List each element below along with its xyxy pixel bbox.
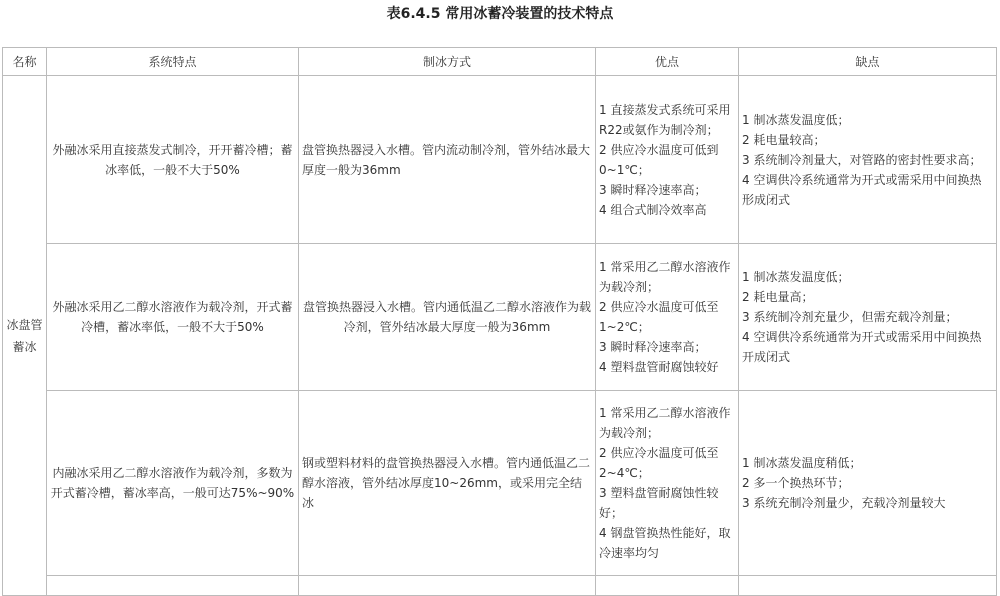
cons-cell	[739, 76, 997, 244]
cons-item: 1 制冰蒸发温度稍低；	[742, 456, 862, 470]
pros-item: 1 常采用乙二醇水溶液作为载冷剂；	[599, 406, 731, 440]
pros-item: 2 供应冷水温度可低至1~2℃；	[599, 300, 719, 334]
system-cell: 内融冰采用乙二醇水溶液作为载冷剂，多数为开式蓄冷槽，蓄冰率高，一般可达75%~90%	[47, 391, 299, 576]
pros-cell	[596, 391, 739, 576]
table-row	[3, 76, 997, 244]
cons-item: 3 系统充制冷剂量少，充载冷剂量较大	[742, 496, 946, 510]
table-row	[3, 244, 997, 391]
cons-item: 2 耗电量高；	[742, 290, 814, 304]
pros-item: 3 塑料盘管耐腐蚀性较好；	[599, 486, 719, 520]
header-pros: 优点	[596, 48, 739, 76]
system-cell: 外融冰采用乙二醇水溶液作为载冷剂，开式蓄冷槽，蓄冰率低，一般不大于50%	[47, 244, 299, 391]
pros-item: 2 供应冷水温度可低至2~4℃；	[599, 446, 719, 480]
cons-item: 3 系统制冷剂量大，对管路的密封性要求高；	[742, 152, 982, 167]
pros-item: 1 常采用乙二醇水溶液作为载冷剂；	[599, 260, 731, 294]
pros-cell	[596, 76, 739, 244]
method-cell: 盘管换热器浸入水槽。管内流动制冷剂，管外结冰最大厚度一般为36mm	[299, 76, 596, 244]
pros-item: 1 直接蒸发式系统可采用R22或氨作为制冷剂；	[599, 102, 731, 137]
cons-item: 4 空调供冷系统通常为开式或需采用中间换热开成闭式	[742, 330, 982, 364]
ice-storage-table	[2, 47, 997, 596]
header-cons: 缺点	[739, 48, 997, 76]
pros-cell	[596, 244, 739, 391]
cons-item: 1 制冰蒸发温度低；	[742, 270, 850, 284]
cons-cell	[739, 391, 997, 576]
table-row	[3, 391, 997, 576]
pros-item: 2 供应冷水温度可低到0~1℃；	[599, 142, 719, 177]
table-title: 表6.4.5 常用冰蓄冷装置的技术特点	[386, 6, 614, 22]
header-row	[3, 48, 997, 76]
header-system: 系统特点	[47, 48, 299, 76]
group-name-cell: 冰盘管蓄冰	[3, 76, 47, 596]
cons-item: 3 系统制冷剂充量少，但需充载冷剂量；	[742, 310, 958, 324]
system-cell: 外融冰采用直接蒸发式制冷，开开蓄冷槽；蓄冰率低，一般不大于50%	[47, 76, 299, 244]
pros-item: 4 组合式制冷效率高	[599, 202, 707, 217]
cons-item: 2 多一个换热环节；	[742, 476, 850, 490]
header-method: 制冰方式	[299, 48, 596, 76]
cons-item: 1 制冰蒸发温度低；	[742, 112, 850, 127]
method-cell: 盘管换热器浸入水槽。管内通低温乙二醇水溶液作为载冷剂，管外结冰最大厚度一般为36mm	[299, 244, 596, 391]
cons-item: 2 耗电量较高；	[742, 132, 826, 147]
pros-item: 3 瞬时释冷速率高；	[599, 182, 707, 197]
cons-cell	[739, 244, 997, 391]
method-cell: 钢或塑料材料的盘管换热器浸入水槽。管内通低温乙二醇水溶液，管外结冰厚度10~26mm，或采用完全结冰	[299, 391, 596, 576]
header-name: 名称	[3, 48, 47, 76]
pros-item: 3 瞬时释冷速率高；	[599, 340, 707, 354]
pros-item: 4 塑料盘管耐腐蚀较好	[599, 360, 719, 374]
pros-item: 4 钢盘管换热性能好，取冷速率均匀	[599, 526, 731, 560]
cons-item: 4 空调供冷系统通常为开式或需采用中间换热形成闭式	[742, 172, 982, 207]
